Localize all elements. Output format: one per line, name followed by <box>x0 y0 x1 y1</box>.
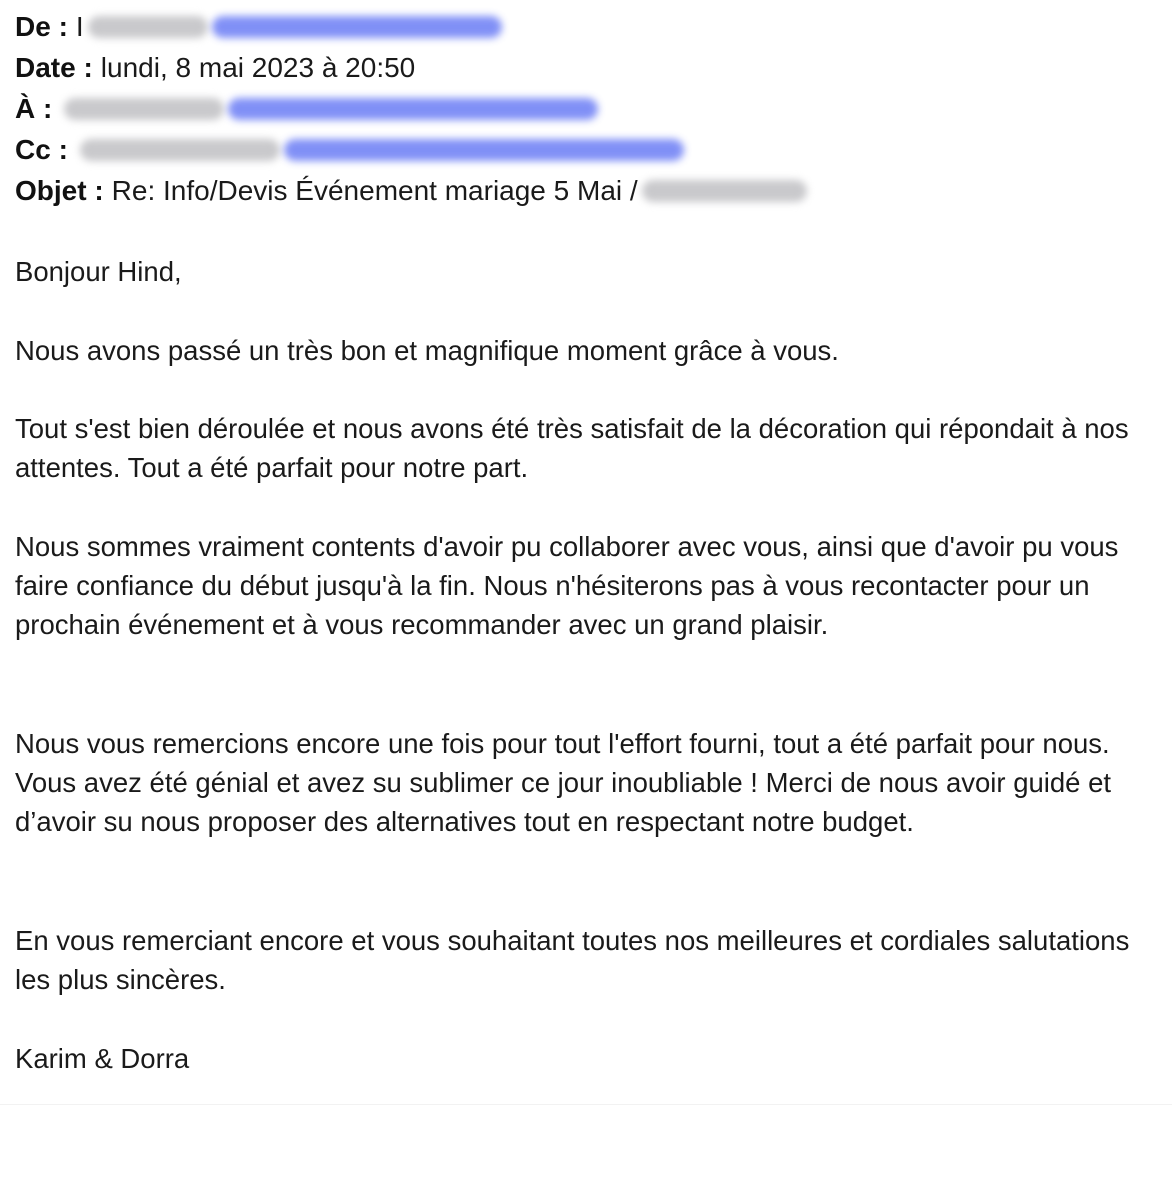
redacted-cc-name <box>80 139 280 161</box>
paragraph-4: Nous vous remercions encore une fois pour tout l'effort fourni, tout a été parfait pour nous. Vous avez été génial et avez su sublimer ce jour inoubliable ! Merci de nous avoir guidé et d’avoir su nous proposer des alternatives tout en respectant notre budget. <box>15 728 1112 837</box>
paragraph-2: Tout s'est bien déroulée et nous avons été très satisfait de la décoration qui répondait à nos attentes. Tout a été parfait pour notre part. <box>15 413 1129 483</box>
redacted-subject-name <box>642 180 807 202</box>
subject-label: Objet : <box>15 175 104 206</box>
redacted-sender-email <box>212 16 502 38</box>
date-row <box>15 51 415 85</box>
signature: Karim & Dorra <box>15 1043 190 1074</box>
paragraph-1: Nous avons passé un très bon et magnifique moment grâce à vous. <box>15 335 839 366</box>
from-label: De : <box>15 11 68 42</box>
from-row <box>15 10 502 44</box>
subject-value: Re: Info/Devis Événement mariage 5 Mai / <box>111 175 638 206</box>
redacted-sender-name <box>88 16 208 38</box>
to-row <box>15 92 598 126</box>
redacted-recipient-name <box>64 98 224 120</box>
subject-row <box>15 174 807 208</box>
redacted-recipient-email <box>228 98 598 120</box>
from-value: I <box>75 11 84 42</box>
cc-label: Cc : <box>15 134 68 165</box>
page-bottom-area <box>0 1104 1172 1185</box>
cc-row <box>15 133 684 167</box>
paragraph-3: Nous sommes vraiment contents d'avoir pu collaborer avec vous, ainsi que d'avoir pu vous faire confiance du début jusqu'à la fin. Nous n'hésiterons pas à vous recontacter pour un prochain événement et à vous recommander avec un grand plaisir. <box>15 531 1119 640</box>
paragraph-5: En vous remerciant encore et vous souhaitant toutes nos meilleures et cordiales salutations les plus sincères. <box>15 925 1130 995</box>
date-label: Date : <box>15 52 93 83</box>
to-label: À : <box>15 93 53 124</box>
redacted-cc-email <box>284 139 684 161</box>
date-value: lundi, 8 mai 2023 à 20:50 <box>100 52 416 83</box>
greeting: Bonjour Hind, <box>15 256 182 287</box>
